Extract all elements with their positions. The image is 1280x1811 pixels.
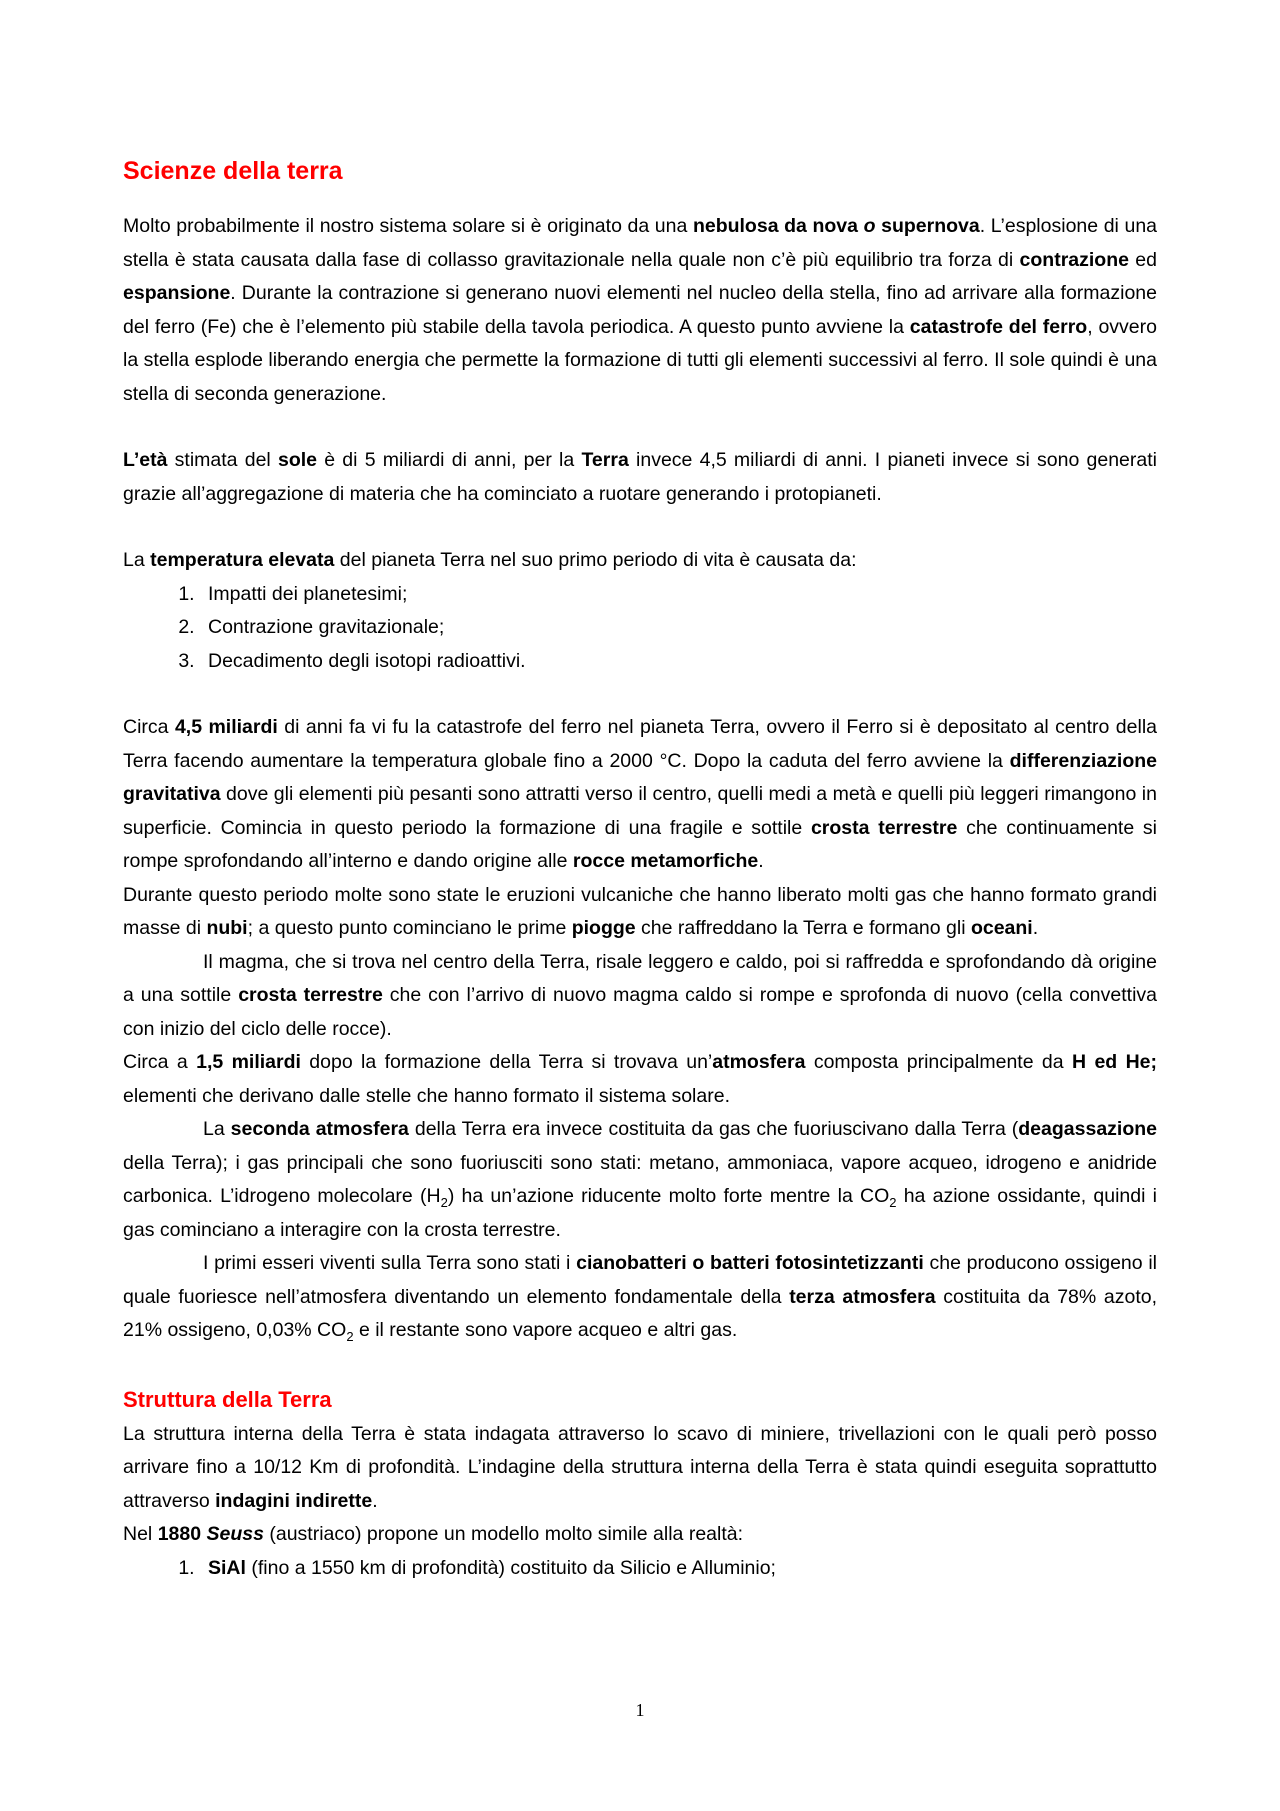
bold-term: sole: [277, 449, 318, 471]
text-run: che producono ossigeno il quale fuoriesce nell’atmosfera diventando un elemento fondamentale della: [123, 1252, 1157, 1308]
paragraph-second-atmosphere: [123, 1113, 1157, 1247]
text-run: della Terra); i gas principali che sono fuoriusciti sono stati: metano, ammoniaca, vapore acqueo, idrogeno e anidride carbonica. L’idrogeno molecolare (H: [123, 1151, 1157, 1207]
bold-term: deagassazione: [1018, 1118, 1157, 1140]
bold-term: rocce metamorfiche: [572, 850, 759, 872]
text-run: La struttura interna della Terra è stata indagata attraverso lo scavo di miniere, trivellazioni con le quali però posso arrivare fino a 10/12 Km di profondità. L’indagine della struttura interna della Terra è stata quindi eseguita soprattutto attraverso: [123, 1422, 1157, 1512]
text-run: che con l’arrivo di nuovo magma caldo si rompe e sprofonda di nuovo (cella convettiva con inizio del ciclo delle rocce).: [123, 984, 1157, 1040]
text-run: Circa a: [123, 1051, 197, 1073]
bold-term: temperatura elevata: [150, 549, 335, 571]
text-run: , ovvero la stella esplode liberando energia che permette la formazione di tutti gli elementi successivi al ferro. Il sole quindi è una stella di seconda generazione.: [123, 315, 1157, 405]
bold-term: catastrofe del ferro: [909, 315, 1088, 338]
bold-term: crosta terrestre: [238, 984, 383, 1006]
bold-term: contrazione: [1019, 248, 1129, 271]
text-run: .: [1032, 917, 1039, 939]
bold-term: espansione: [123, 282, 231, 304]
bold-term: L’età: [123, 449, 168, 471]
bold-term: SiAl: [208, 1556, 246, 1579]
text-run: costituita da 78% azoto, 21% ossigeno, 0,03% CO: [123, 1285, 1157, 1341]
bold-term: atmosfera: [712, 1051, 806, 1073]
text-run: dopo la formazione della Terra si trovava un’: [300, 1051, 713, 1073]
page-content: [123, 152, 1157, 1585]
text-run: di anni fa vi fu la catastrofe del ferro nel pianeta Terra, ovvero il Ferro si è depositato al centro della Terra facendo aumentare la temperatura globale fino a 2000 °C. Dopo la caduta del ferro avviene la: [123, 716, 1158, 772]
causes-list: [123, 578, 1157, 679]
subscript: 2: [889, 1194, 897, 1210]
bold-term: 1880: [157, 1523, 202, 1545]
text-run: ; a questo punto cominciano le prime: [247, 917, 572, 939]
paragraph-eruptions: [123, 879, 1157, 946]
paragraph-seuss-model: [123, 1518, 1157, 1552]
bold-term: 1,5 miliardi: [196, 1051, 301, 1073]
text-run: ed: [1128, 248, 1158, 271]
text-run: (fino a 1550 km di profondità) costituito da Silicio e Alluminio;: [245, 1556, 776, 1579]
bold-term: differenziazione gravitativa: [123, 749, 1157, 805]
text-run: della Terra era invece costituita da gas che fuoriuscivano dalla Terra (: [408, 1118, 1019, 1140]
bold-term: H ed He;: [1072, 1051, 1157, 1073]
text-run: La: [203, 1118, 231, 1140]
list-item: 3. Decadimento degli isotopi radioattivi.: [200, 645, 1157, 679]
text-run: è di 5 miliardi di anni, per la: [317, 449, 582, 471]
bold-term: 4,5 miliardi: [174, 716, 278, 738]
bold-term: Terra: [581, 449, 629, 471]
paragraph-magma: [123, 946, 1157, 1047]
text-run: I primi esseri viventi sulla Terra sono stati i: [203, 1252, 577, 1274]
paragraph-iron-catastrophe: [123, 711, 1157, 879]
text-run: . L’esplosione di una stella è stata causata dalla fase di collasso gravitazionale nella quale non c’è più equilibrio tra forza di: [123, 215, 1158, 271]
text-run: che continuamente si rompe sprofondando all’interno e dando origine alle: [123, 816, 1157, 872]
page-number: 1: [635, 1700, 645, 1720]
model-list: [123, 1552, 1157, 1586]
text-run: del pianeta Terra nel suo primo periodo di vita è causata da:: [334, 549, 857, 571]
bold-term: piogge: [571, 917, 636, 939]
section-heading: Struttura della Terra: [123, 1386, 332, 1412]
text-run: ha azione ossidante, quindi i gas cominciano a interagire con la crosta terrestre.: [123, 1185, 1158, 1241]
text-run: Molto probabilmente il nostro sistema solare si è originato da una: [123, 215, 693, 237]
bold-term: indagini indirette: [215, 1489, 373, 1512]
text-run: . Durante la contrazione si generano nuovi elementi nel nucleo della stella, fino ad arrivare alla formazione del ferro (Fe) che è l’elemento più stabile della tavola periodica. A questo punto avviene la: [123, 282, 1157, 338]
bold-term: crosta terrestre: [810, 816, 958, 839]
list-item: [200, 1552, 1157, 1586]
bold-term: oceani: [970, 917, 1033, 939]
text-run: composta principalmente da: [805, 1051, 1072, 1073]
text-run: elementi che derivano dalle stelle che hanno formato il sistema solare.: [123, 1084, 730, 1107]
page-title: Scienze della terra: [123, 157, 343, 185]
bold-term: cianobatteri o batteri fotosintetizzanti: [576, 1252, 924, 1274]
paragraph-temperature: [123, 544, 1157, 578]
text-run: dove gli elementi più pesanti sono attratti verso il centro, quelli medi a metà e quelli più leggeri rimangono in superficie. Comincia in questo periodo la formazione di una fragile e sottile: [123, 783, 1157, 839]
paragraph-third-atmosphere: [123, 1247, 1157, 1348]
text-run: Circa: [123, 716, 175, 738]
text-run: e il restante sono vapore acqueo e altri gas.: [353, 1319, 738, 1341]
text-run: stimata del: [167, 449, 278, 471]
text-run: Il magma, che si trova nel centro della Terra, risale leggero e caldo, poi si raffredda e sprofondando dà origine a una sottile: [123, 950, 1157, 1006]
subscript: 2: [346, 1328, 354, 1344]
paragraph-first-atmosphere: [123, 1046, 1157, 1113]
bold-term: nubi: [206, 917, 248, 939]
text-run: invece 4,5 miliardi di anni. I pianeti invece si sono generati grazie all’aggregazione di materia che ha cominciato a ruotare generando i protopianeti.: [123, 449, 1157, 505]
bold-term: supernova: [875, 215, 980, 237]
bold-term: nebulosa da nova: [692, 215, 864, 237]
text-run: .: [758, 850, 764, 872]
paragraph-internal-structure: [123, 1418, 1157, 1519]
text-run: (austriaco) propone un modello molto simile alla realtà:: [263, 1523, 744, 1545]
subscript: 2: [440, 1194, 448, 1210]
text-run: ) ha un’azione riducente molto forte mentre la CO: [447, 1185, 890, 1207]
text-run: .: [372, 1489, 378, 1512]
bold-italic-term: o: [863, 215, 876, 237]
bold-term: seconda atmosfera: [230, 1118, 409, 1140]
paragraph-solar-system-origin: [123, 210, 1157, 411]
text-run: che raffreddano la Terra e formano gli: [635, 917, 971, 939]
list-item: 2. Contrazione gravitazionale;: [200, 611, 1157, 645]
text-run: La: [123, 549, 151, 571]
text-run: Nel: [123, 1523, 158, 1545]
text-run: Durante questo periodo molte sono state le eruzioni vulcaniche che hanno liberato molti gas che hanno formato grandi masse di: [123, 883, 1157, 939]
paragraph-age: [123, 444, 1157, 511]
bold-italic-term: Seuss: [206, 1523, 264, 1545]
list-item: 1. Impatti dei planetesimi;: [200, 578, 1157, 612]
bold-term: terza atmosfera: [789, 1285, 936, 1308]
